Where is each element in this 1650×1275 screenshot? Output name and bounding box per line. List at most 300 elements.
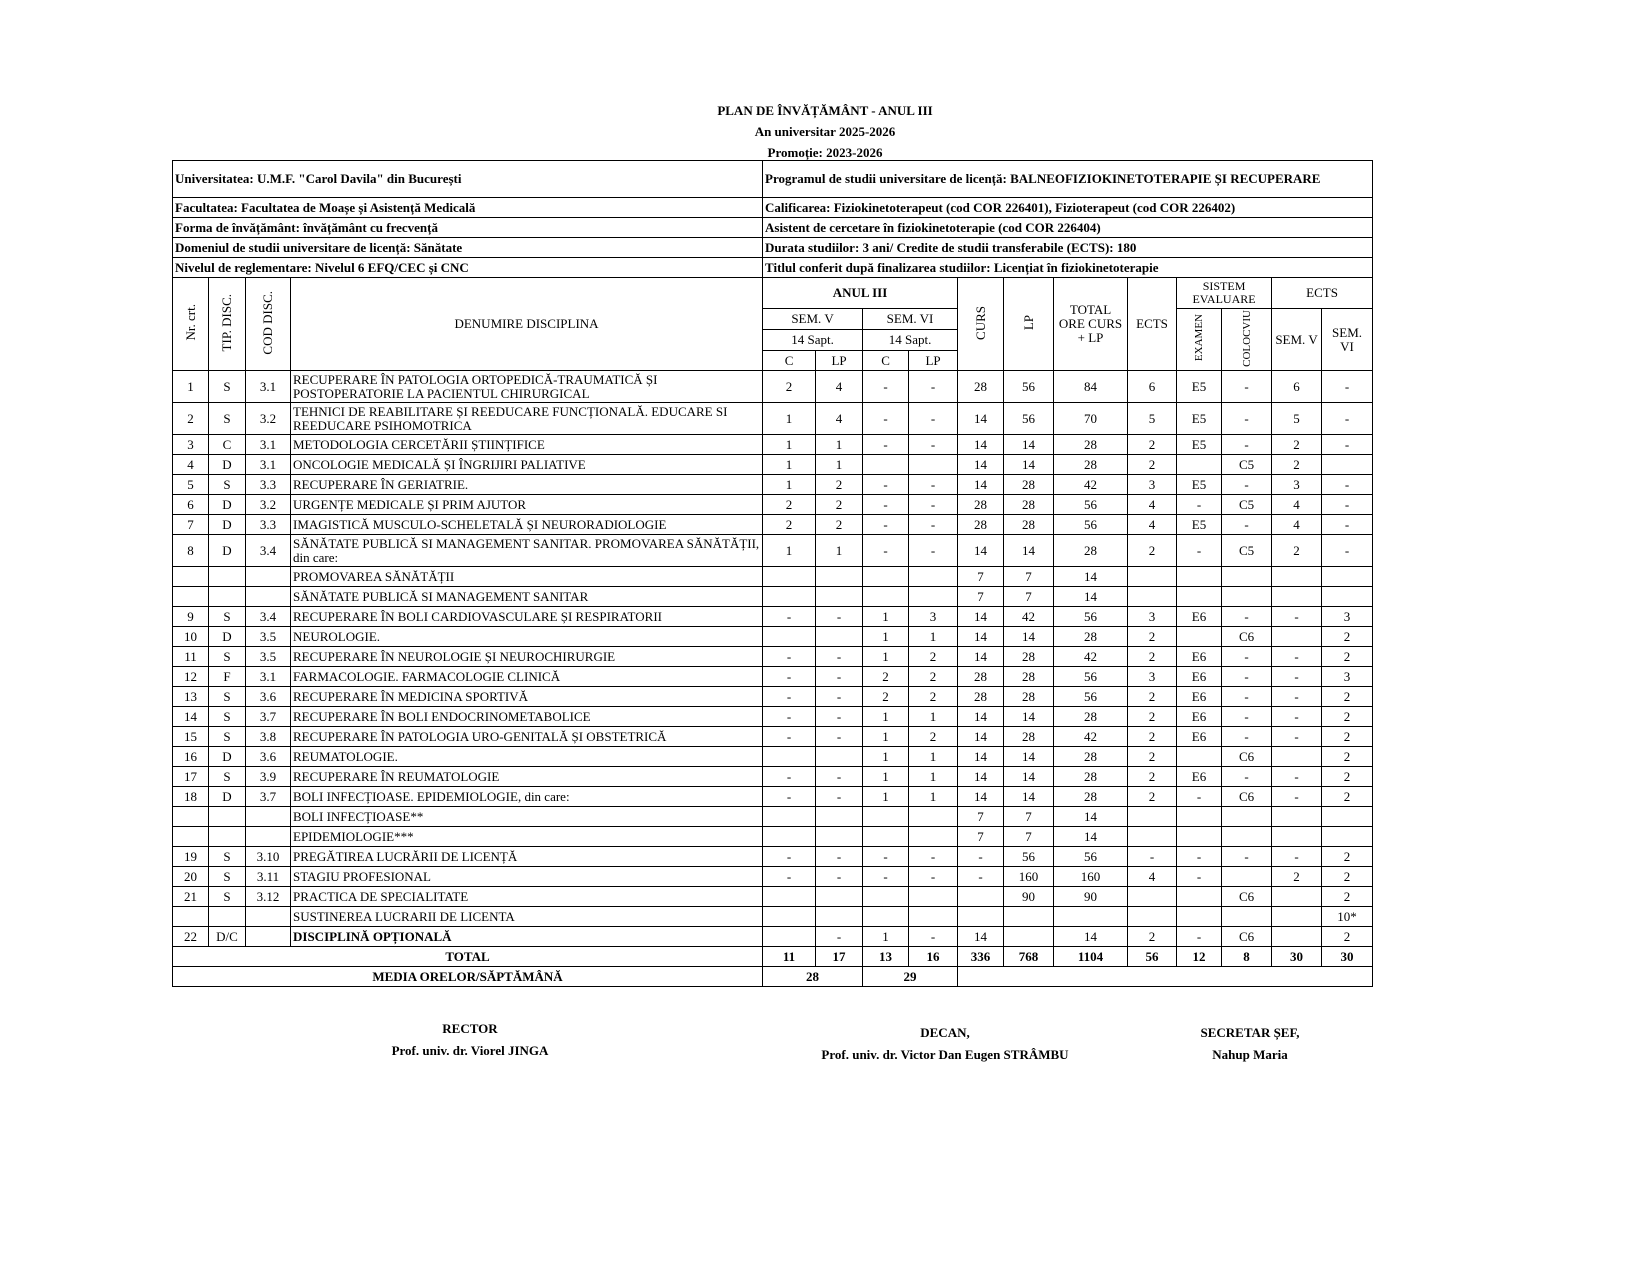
cell-sem5-c	[763, 807, 816, 827]
cell-tip: S	[209, 867, 246, 887]
cell-sem5-c: 1	[763, 535, 816, 567]
cell-sem6-c	[863, 455, 909, 475]
cell-denumire: DISCIPLINĂ OPȚIONALĂ	[291, 927, 763, 947]
cell-sem6-c	[863, 567, 909, 587]
cell-total: 56	[1054, 847, 1128, 867]
cell-denumire: NEUROLOGIE.	[291, 627, 763, 647]
cell-ects: 2	[1128, 535, 1177, 567]
cell-ects-sem5: 3	[1272, 475, 1322, 495]
cell-denumire: RECUPERARE ÎN NEUROLOGIE ȘI NEUROCHIRURGIE	[291, 647, 763, 667]
cell-sem6-lp: -	[909, 847, 958, 867]
cell-lp: 7	[1004, 587, 1054, 607]
cell-denumire: RECUPERARE ÎN BOLI CARDIOVASCULARE ȘI RESPIRATORII	[291, 607, 763, 627]
cell-ects-sem6: 10*	[1322, 907, 1373, 927]
cell-tip: S	[209, 727, 246, 747]
cell-lp: 56	[1004, 847, 1054, 867]
cell-total: 14	[1054, 927, 1128, 947]
total-ects-sem6: 30	[1322, 947, 1373, 967]
cell-curs: 28	[958, 515, 1004, 535]
cell-sem5-c: -	[763, 727, 816, 747]
table-row	[173, 371, 1373, 403]
cell-ects	[1128, 567, 1177, 587]
cell-tip	[209, 827, 246, 847]
cell-ects-sem5	[1272, 567, 1322, 587]
cell-denumire: PROMOVAREA SĂNĂTĂȚII	[291, 567, 763, 587]
cell-colocviu: -	[1222, 667, 1272, 687]
cell-ects-sem6: 2	[1322, 707, 1373, 727]
cell-sem6-c: -	[863, 475, 909, 495]
cell-ects: 3	[1128, 475, 1177, 495]
cell-sem5-c	[763, 627, 816, 647]
table-row	[173, 607, 1373, 627]
cell-examen: -	[1177, 495, 1222, 515]
cell-tip: D	[209, 535, 246, 567]
cell-sem5-lp: 4	[816, 371, 863, 403]
cell-curs: 7	[958, 587, 1004, 607]
cell-sem6-c: 1	[863, 707, 909, 727]
cell-lp	[1004, 907, 1054, 927]
cell-examen	[1177, 567, 1222, 587]
total-total: 1104	[1054, 947, 1128, 967]
cell-denumire: RECUPERARE ÎN GERIATRIE.	[291, 475, 763, 495]
cell-denumire: RECUPERARE ÎN MEDICINA SPORTIVĂ	[291, 687, 763, 707]
cell-sem6-lp: -	[909, 475, 958, 495]
cell-sem5-lp: -	[816, 927, 863, 947]
colocviu-header: COLOCVIU	[1240, 309, 1253, 367]
cell-tip: S	[209, 403, 246, 435]
cell-sem6-lp: 2	[909, 687, 958, 707]
cell-colocviu	[1222, 587, 1272, 607]
cell-examen: -	[1177, 927, 1222, 947]
cell-curs: 28	[958, 371, 1004, 403]
cell-sem6-lp: 1	[909, 627, 958, 647]
cell-sem6-lp: 1	[909, 767, 958, 787]
cell-cod	[246, 587, 291, 607]
cell-curs: 14	[958, 927, 1004, 947]
cell-nr: 14	[173, 707, 209, 727]
cell-ects-sem6: -	[1322, 403, 1373, 435]
cell-cod: 3.3	[246, 515, 291, 535]
decan-signature	[800, 1022, 1090, 1066]
cell-denumire: BOLI INFECȚIOASE**	[291, 807, 763, 827]
cell-tip: S	[209, 371, 246, 403]
media-label: MEDIA ORELOR/SĂPTĂMÂNĂ	[173, 967, 763, 987]
cell-sem5-lp: 1	[816, 535, 863, 567]
university: Universitatea: U.M.F. "Carol Davila" din București	[173, 161, 763, 198]
weeks6: 14 Sapt.	[863, 330, 958, 351]
cell-examen: E6	[1177, 727, 1222, 747]
cell-sem6-lp	[909, 567, 958, 587]
cell-sem6-lp	[909, 887, 958, 907]
cell-sem5-c: 1	[763, 403, 816, 435]
cell-sem6-c: -	[863, 515, 909, 535]
cell-ects-sem5: -	[1272, 727, 1322, 747]
cell-colocviu: -	[1222, 767, 1272, 787]
cell-ects: 2	[1128, 647, 1177, 667]
lp6-header: LP	[909, 351, 958, 371]
cell-sem5-lp: -	[816, 767, 863, 787]
cell-sem5-lp	[816, 627, 863, 647]
cell-sem6-lp: -	[909, 371, 958, 403]
cell-sem6-lp: 2	[909, 647, 958, 667]
cell-examen	[1177, 747, 1222, 767]
cell-nr	[173, 907, 209, 927]
cell-lp: 28	[1004, 495, 1054, 515]
total-ects-sem5: 30	[1272, 947, 1322, 967]
cell-total: 14	[1054, 827, 1128, 847]
cell-cod: 3.4	[246, 607, 291, 627]
cell-ects-sem5: -	[1272, 707, 1322, 727]
table-row	[173, 747, 1373, 767]
cell-ects-sem6	[1322, 567, 1373, 587]
cell-sem6-lp: -	[909, 535, 958, 567]
cell-curs: 14	[958, 607, 1004, 627]
table-row	[173, 787, 1373, 807]
cell-ects: 2	[1128, 435, 1177, 455]
cell-total: 56	[1054, 495, 1128, 515]
cell-ects-sem6: -	[1322, 515, 1373, 535]
cell-denumire: SUSTINEREA LUCRARII DE LICENTA	[291, 907, 763, 927]
lp5-header: LP	[816, 351, 863, 371]
cell-sem5-c: -	[763, 787, 816, 807]
cell-cod: 3.5	[246, 627, 291, 647]
cell-sem6-lp	[909, 587, 958, 607]
cell-nr: 8	[173, 535, 209, 567]
cell-sem6-c: 1	[863, 627, 909, 647]
cell-ects-sem5: -	[1272, 787, 1322, 807]
curriculum-table	[172, 160, 1373, 987]
cell-cod: 3.4	[246, 535, 291, 567]
cell-lp: 14	[1004, 767, 1054, 787]
table-row	[173, 847, 1373, 867]
cell-cod: 3.8	[246, 727, 291, 747]
table-row	[173, 495, 1373, 515]
cell-sem6-c: 2	[863, 687, 909, 707]
cell-sem5-c: 2	[763, 515, 816, 535]
cell-denumire: EPIDEMIOLOGIE***	[291, 827, 763, 847]
cell-curs: 14	[958, 767, 1004, 787]
cell-examen: E6	[1177, 707, 1222, 727]
table-row	[173, 515, 1373, 535]
table-row	[173, 435, 1373, 455]
cell-ects-sem6: 2	[1322, 867, 1373, 887]
cell-examen: -	[1177, 787, 1222, 807]
cell-nr: 1	[173, 371, 209, 403]
cell-ects: 2	[1128, 727, 1177, 747]
ects-sem6-header: SEM. VI	[1322, 309, 1373, 371]
table-row	[173, 827, 1373, 847]
cell-sem5-c: 1	[763, 475, 816, 495]
plan-title: PLAN DE ÎNVĂȚĂMÂNT - ANUL III	[717, 103, 933, 118]
cell-sem6-c: -	[863, 847, 909, 867]
cell-sem6-lp: 2	[909, 667, 958, 687]
cell-curs: 14	[958, 475, 1004, 495]
cell-sem6-c: -	[863, 867, 909, 887]
cell-colocviu: -	[1222, 435, 1272, 455]
cell-total: 28	[1054, 435, 1128, 455]
cell-tip: S	[209, 707, 246, 727]
cell-sem5-lp	[816, 827, 863, 847]
study-form: Forma de învățământ: învățământ cu frecvență	[173, 218, 763, 238]
cell-ects	[1128, 827, 1177, 847]
total-sem5-lp: 17	[816, 947, 863, 967]
media-sem6: 29	[863, 967, 958, 987]
cell-ects: 4	[1128, 867, 1177, 887]
cell-cod: 3.1	[246, 667, 291, 687]
cell-nr: 20	[173, 867, 209, 887]
total-sem6-c: 13	[863, 947, 909, 967]
cell-ects-sem6: -	[1322, 435, 1373, 455]
cell-ects-sem6: 2	[1322, 627, 1373, 647]
cell-colocviu	[1222, 807, 1272, 827]
cell-curs: 28	[958, 667, 1004, 687]
cell-ects-sem6: -	[1322, 535, 1373, 567]
c6-header: C	[863, 351, 909, 371]
cell-cod: 3.1	[246, 435, 291, 455]
cell-lp: 28	[1004, 667, 1054, 687]
cell-nr: 2	[173, 403, 209, 435]
cell-tip: S	[209, 767, 246, 787]
cell-cod: 3.2	[246, 403, 291, 435]
cell-total: 56	[1054, 687, 1128, 707]
cell-lp: 14	[1004, 435, 1054, 455]
cell-nr	[173, 807, 209, 827]
cell-ects-sem6	[1322, 827, 1373, 847]
cell-lp: 14	[1004, 787, 1054, 807]
cell-colocviu: C5	[1222, 535, 1272, 567]
cell-cod: 3.10	[246, 847, 291, 867]
cell-sem5-c	[763, 747, 816, 767]
cell-cod	[246, 907, 291, 927]
cell-total: 28	[1054, 767, 1128, 787]
cell-ects-sem5: -	[1272, 767, 1322, 787]
cell-examen: -	[1177, 847, 1222, 867]
cell-sem5-lp	[816, 907, 863, 927]
cell-total: 84	[1054, 371, 1128, 403]
cell-ects-sem6: 2	[1322, 927, 1373, 947]
cell-sem6-c: 2	[863, 667, 909, 687]
table-row	[173, 807, 1373, 827]
cell-lp: 28	[1004, 727, 1054, 747]
cell-total: 56	[1054, 667, 1128, 687]
cell-denumire: PREGĂTIREA LUCRĂRII DE LICENȚĂ	[291, 847, 763, 867]
faculty: Facultatea: Facultatea de Moașe și Asistență Medicală	[173, 198, 763, 218]
cell-nr: 15	[173, 727, 209, 747]
cell-total: 14	[1054, 807, 1128, 827]
total-sem5-c: 11	[763, 947, 816, 967]
cell-curs: 7	[958, 827, 1004, 847]
duration: Durata studiilor: 3 ani/ Credite de studii transferabile (ECTS): 180	[763, 238, 1373, 258]
sem5-header: SEM. V	[763, 309, 863, 330]
cell-sem5-c: -	[763, 847, 816, 867]
cell-curs: 14	[958, 435, 1004, 455]
cell-ects-sem6: -	[1322, 475, 1373, 495]
weeks5: 14 Sapt.	[763, 330, 863, 351]
cell-colocviu: C6	[1222, 927, 1272, 947]
cell-tip: D/C	[209, 927, 246, 947]
study-domain: Domeniul de studii universitare de licență: Sănătate	[173, 238, 763, 258]
cell-lp: 7	[1004, 567, 1054, 587]
total-label: TOTAL	[173, 947, 763, 967]
cell-total: 28	[1054, 535, 1128, 567]
ects-header: ECTS	[1128, 278, 1177, 371]
cell-sem6-lp: -	[909, 515, 958, 535]
cell-ects	[1128, 807, 1177, 827]
cell-examen: E5	[1177, 515, 1222, 535]
cell-sem6-c: -	[863, 435, 909, 455]
cell-sem5-c: -	[763, 607, 816, 627]
rector-signature	[390, 1018, 550, 1062]
secretar-name: Nahup Maria	[1212, 1047, 1288, 1062]
cell-denumire: TEHNICI DE REABILITARE ȘI REEDUCARE FUNCȚIONALĂ. EDUCARE SI REEDUCARE PSIHOMOTRICA	[291, 403, 763, 435]
cell-ects-sem5	[1272, 887, 1322, 907]
cell-sem5-lp	[816, 887, 863, 907]
cell-sem5-lp	[816, 567, 863, 587]
cell-total: 28	[1054, 707, 1128, 727]
cell-lp: 56	[1004, 371, 1054, 403]
cell-ects: 3	[1128, 607, 1177, 627]
cell-tip: S	[209, 887, 246, 907]
cell-denumire: METODOLOGIA CERCETĂRII ȘTIINȚIFICE	[291, 435, 763, 455]
cell-ects-sem5: 2	[1272, 867, 1322, 887]
cell-sem5-lp: 4	[816, 403, 863, 435]
cell-nr: 18	[173, 787, 209, 807]
c5-header: C	[763, 351, 816, 371]
cell-ects-sem5: -	[1272, 647, 1322, 667]
cell-sem6-c	[863, 807, 909, 827]
cell-lp: 28	[1004, 515, 1054, 535]
cell-ects-sem5: -	[1272, 687, 1322, 707]
cell-denumire: REUMATOLOGIE.	[291, 747, 763, 767]
cell-curs: 14	[958, 707, 1004, 727]
cell-sem5-c: -	[763, 687, 816, 707]
cell-tip: C	[209, 435, 246, 455]
cell-ects-sem6: 2	[1322, 727, 1373, 747]
cell-examen	[1177, 455, 1222, 475]
cell-denumire: PRACTICA DE SPECIALITATE	[291, 887, 763, 907]
cell-colocviu	[1222, 867, 1272, 887]
cell-sem5-lp: 2	[816, 495, 863, 515]
cell-examen: E6	[1177, 647, 1222, 667]
table-row	[173, 687, 1373, 707]
cell-ects: 3	[1128, 667, 1177, 687]
cell-curs: 28	[958, 495, 1004, 515]
document-title	[0, 100, 1650, 163]
cell-sem6-lp: 1	[909, 787, 958, 807]
cell-cod: 3.1	[246, 371, 291, 403]
cell-nr: 21	[173, 887, 209, 907]
cell-ects-sem6	[1322, 807, 1373, 827]
cell-cod: 3.11	[246, 867, 291, 887]
cell-nr: 6	[173, 495, 209, 515]
table-row	[173, 867, 1373, 887]
cell-sem5-lp: -	[816, 607, 863, 627]
cell-sem5-lp: -	[816, 787, 863, 807]
cell-curs: -	[958, 867, 1004, 887]
cell-ects-sem5	[1272, 747, 1322, 767]
cell-ects-sem5	[1272, 827, 1322, 847]
regulation-level: Nivelul de reglementare: Nivelul 6 EFQ/CEC și CNC	[173, 258, 763, 278]
sem6-header: SEM. VI	[863, 309, 958, 330]
cell-tip: S	[209, 607, 246, 627]
table-row	[173, 887, 1373, 907]
cell-colocviu	[1222, 907, 1272, 927]
cell-denumire: SĂNĂTATE PUBLICĂ SI MANAGEMENT SANITAR	[291, 587, 763, 607]
cell-cod: 3.6	[246, 687, 291, 707]
cell-sem6-c: -	[863, 371, 909, 403]
cell-tip	[209, 907, 246, 927]
cell-examen: -	[1177, 535, 1222, 567]
cell-ects: 2	[1128, 707, 1177, 727]
cell-sem6-lp	[909, 827, 958, 847]
cell-examen: E6	[1177, 607, 1222, 627]
ects-sem-header: ECTS	[1272, 278, 1373, 309]
table-row	[173, 475, 1373, 495]
cell-nr: 16	[173, 747, 209, 767]
cell-sem5-c: -	[763, 707, 816, 727]
cell-examen	[1177, 887, 1222, 907]
cell-sem5-lp	[816, 587, 863, 607]
cell-curs: 14	[958, 647, 1004, 667]
cell-nr: 13	[173, 687, 209, 707]
cell-total: 42	[1054, 727, 1128, 747]
cell-sem6-lp: 1	[909, 747, 958, 767]
cell-denumire: ONCOLOGIE MEDICALĂ ȘI ÎNGRIJIRI PALIATIVE	[291, 455, 763, 475]
cell-colocviu: -	[1222, 727, 1272, 747]
cell-ects-sem5	[1272, 907, 1322, 927]
table-row	[173, 767, 1373, 787]
cell-examen	[1177, 827, 1222, 847]
cell-denumire: RECUPERARE ÎN PATOLOGIA URO-GENITALĂ ȘI OBSTETRICĂ	[291, 727, 763, 747]
cell-lp: 7	[1004, 827, 1054, 847]
cell-nr: 3	[173, 435, 209, 455]
cell-ects-sem5: -	[1272, 667, 1322, 687]
lp-header: LP	[1020, 314, 1036, 331]
cell-cod	[246, 807, 291, 827]
cell-colocviu: C6	[1222, 627, 1272, 647]
cell-sem6-lp: -	[909, 403, 958, 435]
cell-total: 42	[1054, 475, 1128, 495]
cell-total: 56	[1054, 607, 1128, 627]
cell-ects: 2	[1128, 627, 1177, 647]
cell-ects-sem6	[1322, 455, 1373, 475]
cell-sem5-lp	[816, 807, 863, 827]
cell-nr	[173, 587, 209, 607]
cell-sem5-c	[763, 887, 816, 907]
cell-curs: 28	[958, 687, 1004, 707]
cell-lp: 28	[1004, 475, 1054, 495]
cell-total: 28	[1054, 627, 1128, 647]
decan-label: DECAN,	[920, 1025, 970, 1040]
cell-sem6-c	[863, 887, 909, 907]
cell-cod	[246, 827, 291, 847]
cell-denumire: STAGIU PROFESIONAL	[291, 867, 763, 887]
cell-tip: D	[209, 455, 246, 475]
cell-sem6-lp: -	[909, 867, 958, 887]
cell-examen: E5	[1177, 371, 1222, 403]
total-colocviu: 8	[1222, 947, 1272, 967]
total-sem6-lp: 16	[909, 947, 958, 967]
cell-ects: 2	[1128, 687, 1177, 707]
cell-sem6-c: -	[863, 495, 909, 515]
cell-sem5-c: -	[763, 867, 816, 887]
total-examen: 12	[1177, 947, 1222, 967]
cell-denumire: RECUPERARE ÎN PATOLOGIA ORTOPEDICĂ-TRAUMATICĂ ȘI POSTOPERATORIE LA PACIENTUL CHIRURGICAL	[291, 371, 763, 403]
table-row	[173, 927, 1373, 947]
cell-total: 28	[1054, 455, 1128, 475]
curs-header: CURS	[972, 305, 988, 340]
cell-sem5-c	[763, 907, 816, 927]
